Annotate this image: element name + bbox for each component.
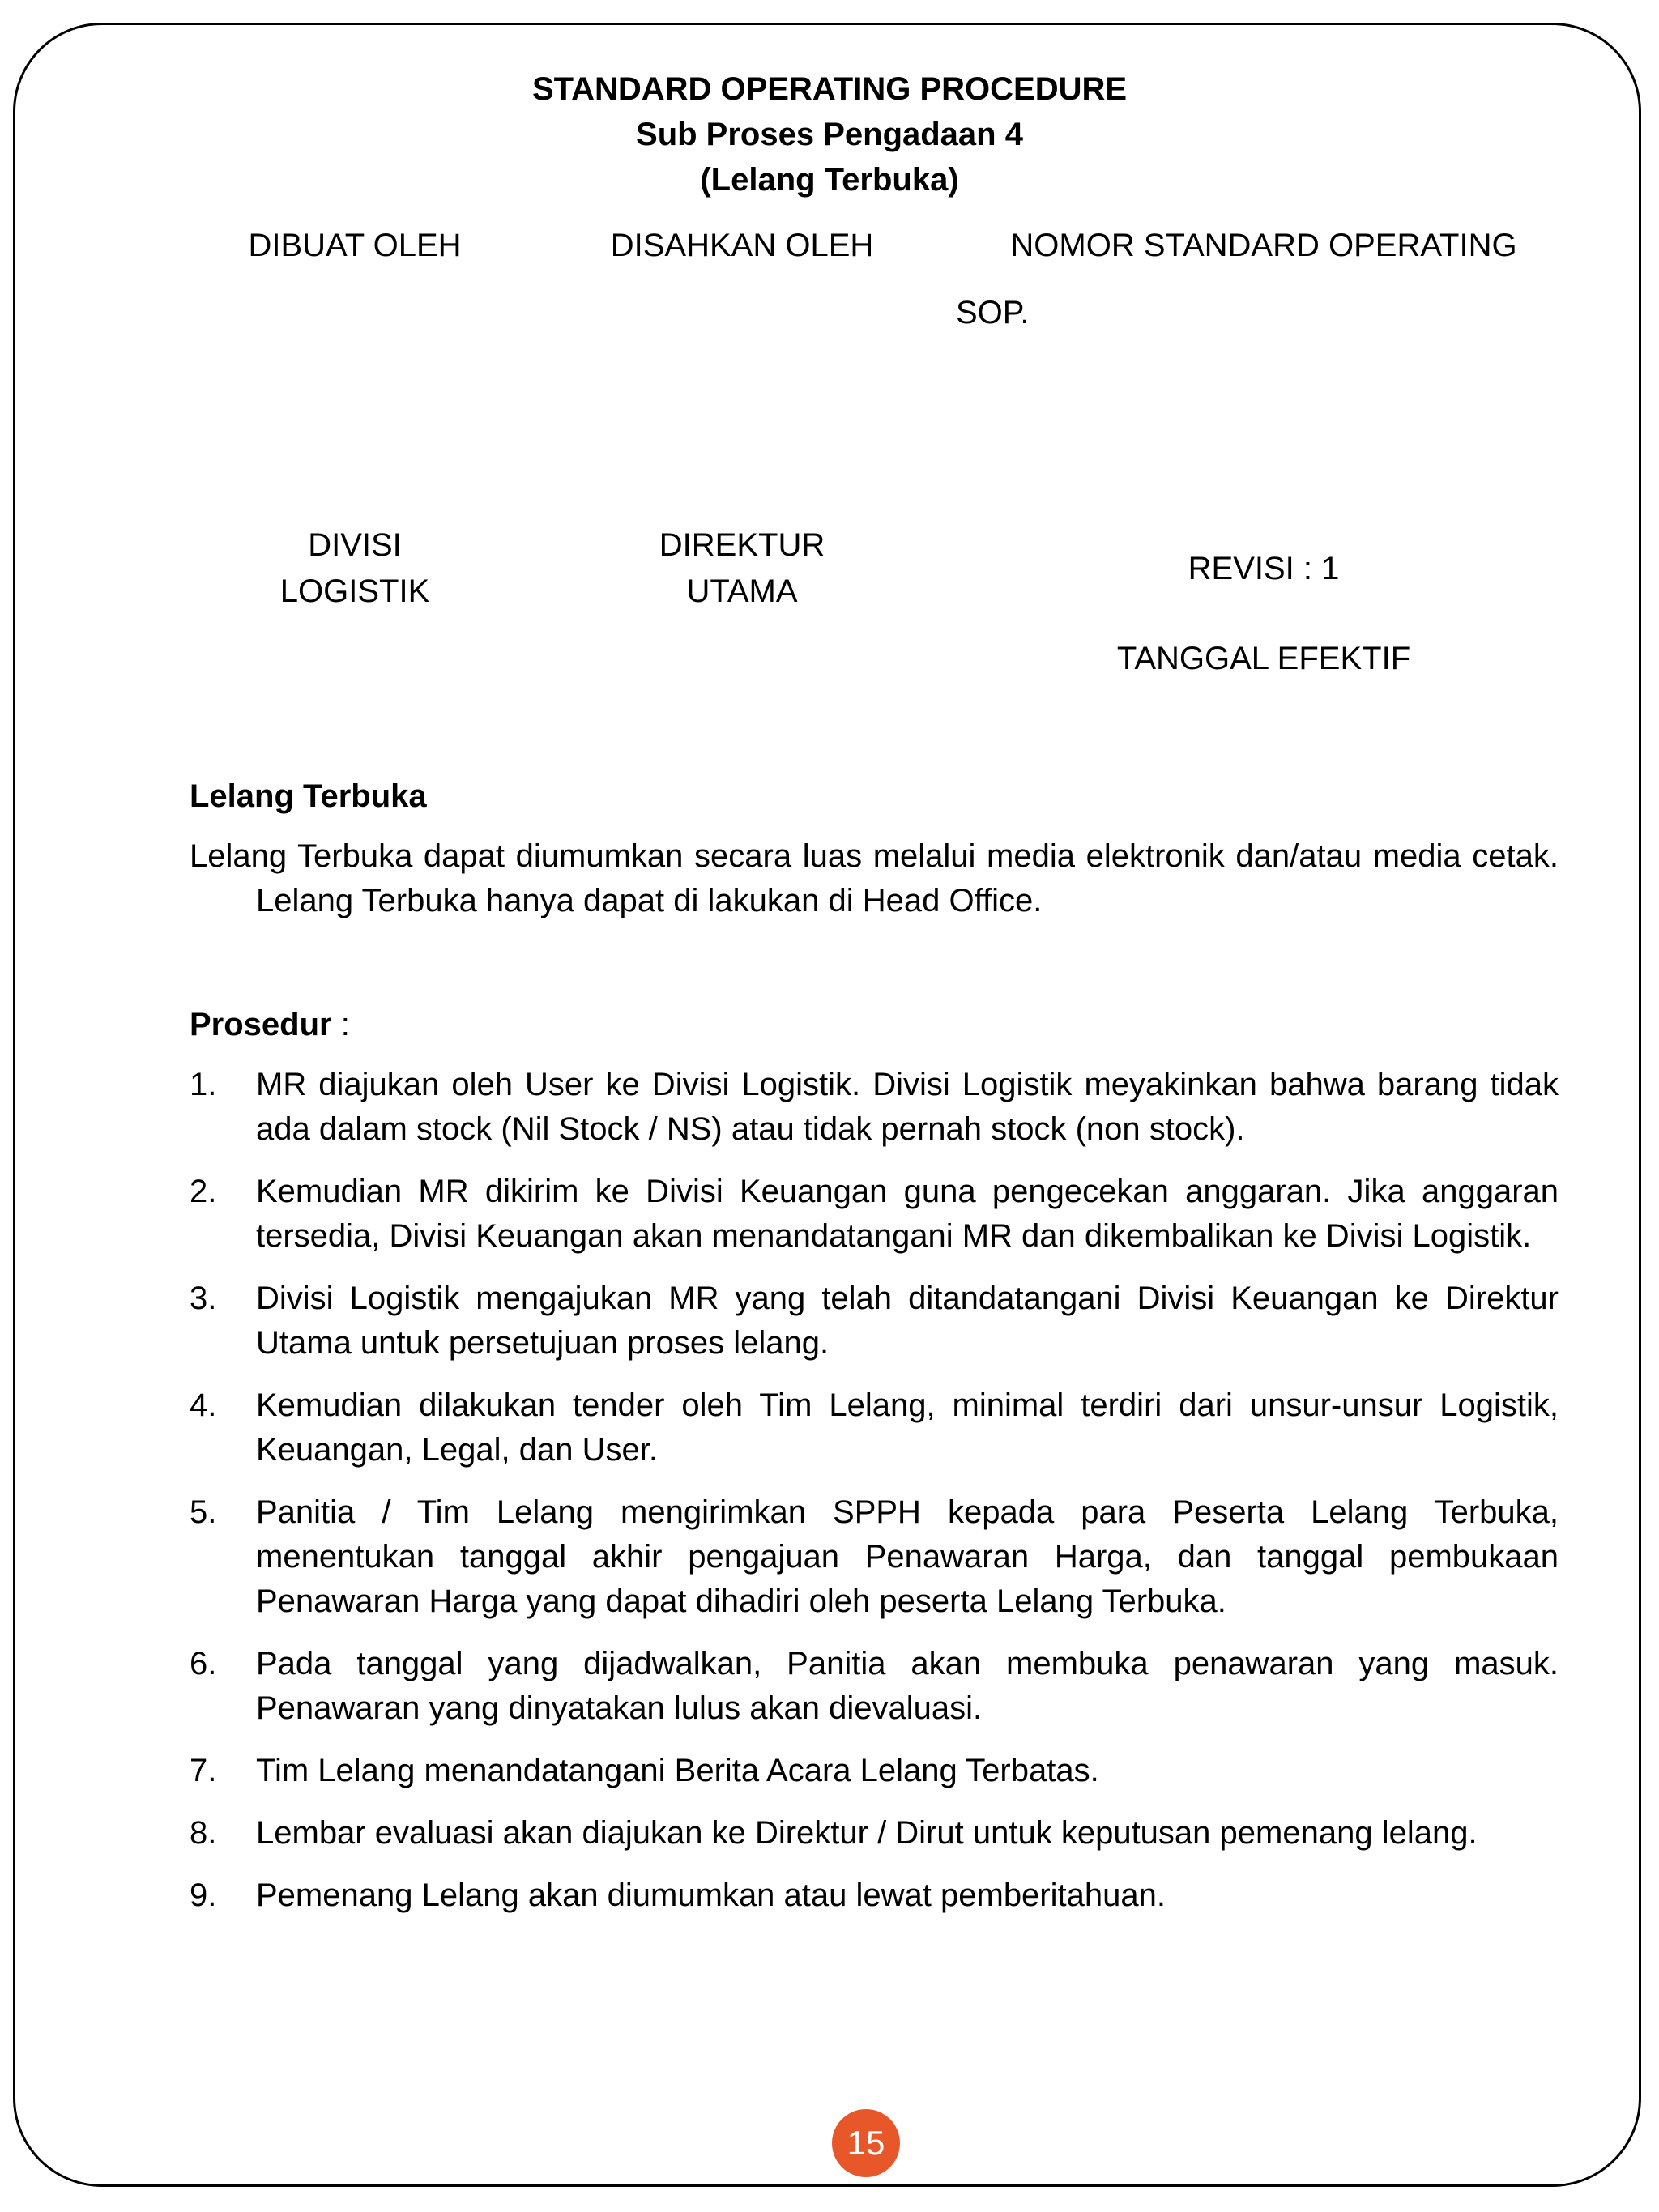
document-title: STANDARD OPERATING PROCEDURE	[531, 71, 1128, 107]
list-item	[190, 1490, 1559, 1624]
list-item	[190, 1383, 1559, 1473]
section-heading-lelang-terbuka: Lelang Terbuka	[190, 778, 427, 814]
list-item-number: 3.	[190, 1281, 217, 1316]
made-by-division-line2: LOGISTIK	[279, 573, 430, 609]
list-item	[190, 1063, 1559, 1152]
list-item	[190, 1170, 1559, 1259]
procedure-heading	[190, 1002, 350, 1047]
list-item-text: Divisi Logistik mengajukan MR yang telah ditandatangani Divisi Keuangan ke Direktur Utama untuk persetujuan proses lelang.	[256, 1281, 1559, 1361]
intro-paragraph: Lelang Terbuka dapat diumumkan secara luas melalui media elektronik dan/atau media cetak. Lelang Terbuka hanya dapat di lakukan di Head Office.	[190, 838, 1559, 918]
document-subtitle-2: (Lelang Terbuka)	[700, 162, 959, 198]
list-item-number: 2.	[190, 1174, 217, 1209]
page-number-badge: 15	[832, 2109, 900, 2177]
procedure-heading-colon: :	[331, 1007, 350, 1042]
list-item	[190, 1276, 1559, 1366]
list-item-number: 1.	[190, 1067, 217, 1102]
list-item-text: Lembar evaluasi akan diajukan ke Direktur / Dirut untuk keputusan pemenang lelang.	[256, 1815, 1478, 1851]
made-by-division-line1: DIVISI	[308, 527, 402, 563]
list-item-text: Pemenang Lelang akan diumumkan atau lewat pemberitahuan.	[256, 1877, 1166, 1913]
list-item	[190, 1873, 1559, 1918]
list-item-text: MR diajukan oleh User ke Divisi Logistik. Divisi Logistik meyakinkan bahwa barang tidak ada dalam stock (Nil Stock / NS) atau tidak pernah stock (non stock).	[256, 1067, 1559, 1147]
list-item-number: 5.	[190, 1494, 217, 1530]
document-subtitle: Sub Proses Pengadaan 4	[636, 117, 1023, 152]
list-item-number: 7.	[190, 1753, 217, 1788]
approved-by-role-line1: DIREKTUR	[659, 527, 825, 563]
sop-number-label: NOMOR STANDARD OPERATING	[1010, 228, 1517, 263]
list-item-number: 6.	[190, 1646, 217, 1681]
list-item-text: Pada tanggal yang dijadwalkan, Panitia akan membuka penawaran yang masuk. Penawaran yang dinyatakan lulus akan dievaluasi.	[256, 1646, 1559, 1726]
approved-by-role-line2: UTAMA	[686, 573, 798, 609]
procedure-steps-list	[190, 1063, 1559, 1936]
sop-number-value: SOP.	[956, 295, 1030, 330]
made-by-label: DIBUAT OLEH	[248, 228, 462, 263]
list-item-text: Tim Lelang menandatangani Berita Acara Lelang Terbatas.	[256, 1753, 1099, 1788]
list-item	[190, 1642, 1559, 1731]
list-item-text: Kemudian dilakukan tender oleh Tim Lelang, minimal terdiri dari unsur-unsur Logistik, Keuangan, Legal, dan User.	[256, 1387, 1559, 1468]
procedure-heading-label: Prosedur	[190, 1007, 332, 1042]
list-item-text: Panitia / Tim Lelang mengirimkan SPPH kepada para Peserta Lelang Terbuka, menentukan tanggal akhir pengajuan Penawaran Harga, dan tanggal pembukaan Penawaran Harga yang dapat dihadiri oleh peserta Lelang Terbuka.	[256, 1494, 1559, 1619]
revision-label: REVISI : 1	[1188, 551, 1340, 586]
list-item-number: 8.	[190, 1815, 217, 1851]
approved-by-label: DISAHKAN OLEH	[610, 228, 874, 263]
list-item-number: 4.	[190, 1387, 217, 1423]
list-item-text: Kemudian MR dikirim ke Divisi Keuangan guna pengecekan anggaran. Jika anggaran tersedia, Divisi Keuangan akan menandatangani MR dan dikembalikan ke Divisi Logistik.	[256, 1174, 1559, 1254]
list-item-number: 9.	[190, 1877, 217, 1913]
list-item	[190, 1749, 1559, 1793]
effective-date-label: TANGGAL EFEKTIF	[1116, 641, 1411, 676]
list-item	[190, 1811, 1559, 1856]
document-title-block	[0, 66, 1659, 202]
